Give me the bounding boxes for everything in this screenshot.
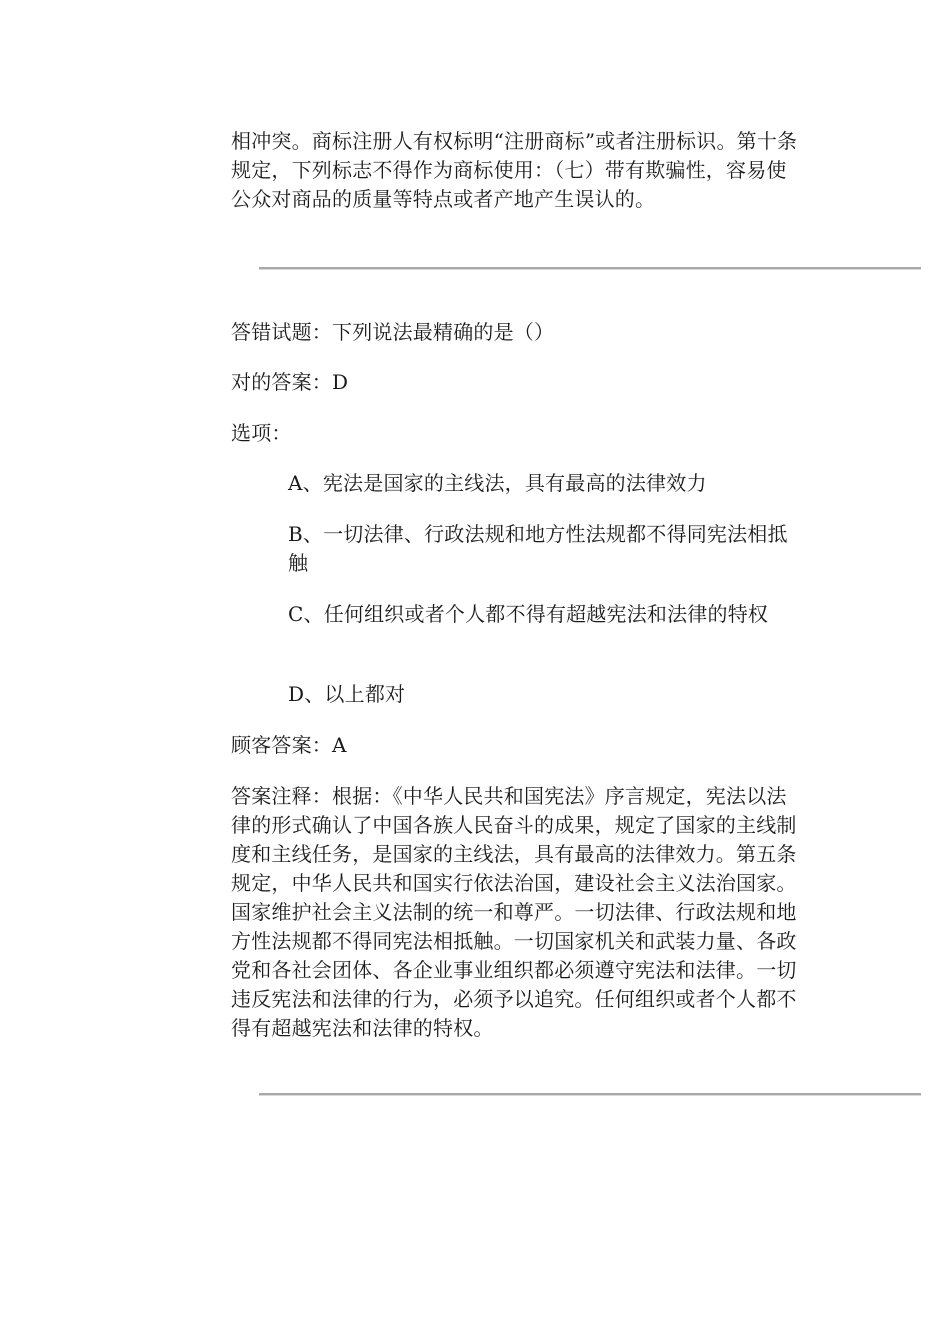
option-b: B、一切法律、行政法规和地方性法规都不得同宪法相抵触 [288, 522, 788, 575]
option-c: C、任何组织或者个人都不得有超越宪法和法律的特权 [288, 602, 769, 626]
customer-answer: 顾客答案：A [231, 733, 347, 757]
previous-explanation-tail: 相冲突。商标注册人有权标明“注册商标”或者注册标识。第十条规定，下列标志不得作为商标使用：（七）带有欺骗性，容易使公众对商品的质量等特点或者产地产生误认的。 [231, 129, 798, 211]
wrong-question-title: 答错试题：下列说法最精确的是（） [231, 320, 555, 344]
section-divider [259, 1093, 921, 1096]
options-label: 选项： [231, 421, 292, 445]
option-a: A、宪法是国家的主线法，具有最高的法律效力 [288, 471, 707, 495]
correct-answer: 对的答案：D [231, 370, 349, 394]
answer-explanation: 答案注释：根据：《中华人民共和国宪法》序言规定，宪法以法律的形式确认了中国各族人民奋斗的成果，规定了国家的主线制度和主线任务，是国家的主线法，具有最高的法律效力。第五条规定，中华人民共和国实行依法治国，建设社会主义法治国家。国家维护社会主义法制的统一和尊严。一切法律、行政法规和地方性法规都不得同宪法相抵触。一切国家机关和武装力量、各政党和各社会团体、各企业事业组织都必须遵守宪法和法律。一切违反宪法和法律的行为，必须予以追究。任何组织或者个人都不得有超越宪法和法律的特权。 [231, 784, 797, 1040]
section-divider [259, 267, 921, 270]
option-d: D、以上都对 [288, 682, 406, 706]
